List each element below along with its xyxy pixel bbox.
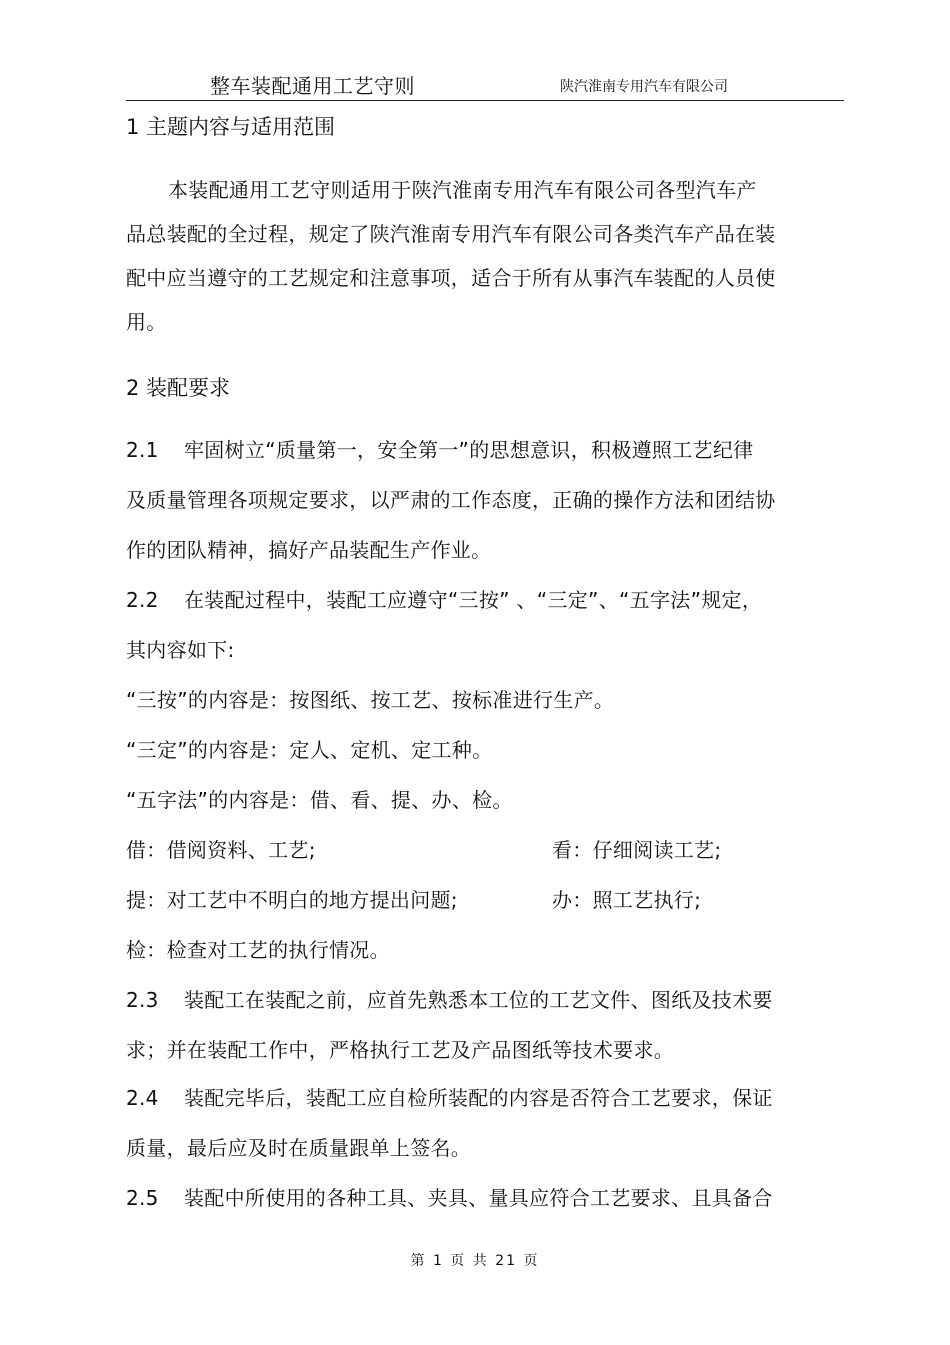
item-2-1-line: 作的团队精神，搞好产品装配生产作业。 xyxy=(126,538,492,562)
item-2-3-line: 求；并在装配工作中，严格执行工艺及产品图纸等技术要求。 xyxy=(126,1038,675,1062)
header-divider xyxy=(126,100,844,101)
item-2-5-first-line xyxy=(126,1182,773,1211)
item-2-2-line: “三按”的内容是：按图纸、按工艺、按标准进行生产。 xyxy=(126,688,615,712)
company-name: 陕汽淮南专用汽车有限公司 xyxy=(560,79,728,95)
page-number: 第 1 页 共 21 页 xyxy=(410,1253,540,1269)
item-text: 装配工在装配之前，应首先熟悉本工位的工艺文件、图纸及技术要 xyxy=(184,988,773,1012)
item-text: 在装配过程中，装配工应遵守“三按” 、“三定”、“五字法”规定， xyxy=(184,588,763,612)
item-2-4-line: 质量，最后应及时在质量跟单上签名。 xyxy=(126,1136,472,1160)
section-2-heading: 2 装配要求 xyxy=(126,376,231,400)
section-1-line: 用。 xyxy=(126,310,167,334)
five-char-entry-jian: 检：检查对工艺的执行情况。 xyxy=(126,938,390,962)
item-2-3-first-line xyxy=(126,984,773,1013)
item-text: 装配完毕后，装配工应自检所装配的内容是否符合工艺要求，保证 xyxy=(184,1086,773,1110)
section-1-line: 配中应当遵守的工艺规定和注意事项，适合于所有从事汽车装配的人员使 xyxy=(126,266,776,290)
five-char-entry-ti: 提：对工艺中不明白的地方提出问题; xyxy=(126,888,458,912)
item-text: 装配中所使用的各种工具、夹具、量具应符合工艺要求、且具备合 xyxy=(184,1186,773,1210)
item-number: 2.5 xyxy=(126,1186,159,1210)
item-2-2-first-line xyxy=(126,584,762,613)
item-2-4-first-line xyxy=(126,1082,773,1111)
item-number: 2.3 xyxy=(126,988,159,1012)
item-number: 2.4 xyxy=(126,1086,159,1110)
item-2-2-line: “五字法”的内容是：借、看、提、办、检。 xyxy=(126,788,513,812)
five-char-entry-kan: 看：仔细阅读工艺; xyxy=(552,838,722,862)
section-1-line: 本装配通用工艺守则适用于陕汽淮南专用汽车有限公司各型汽车产 xyxy=(168,178,757,202)
item-text: 牢固树立“质量第一，安全第一”的思想意识，积极遵照工艺纪律 xyxy=(184,438,754,462)
five-char-entry-jie: 借：借阅资料、工艺; xyxy=(126,838,316,862)
five-char-entry-ban: 办：照工艺执行; xyxy=(552,888,702,912)
document-title: 整车装配通用工艺守则 xyxy=(210,74,415,98)
item-2-1-first-line xyxy=(126,434,753,463)
item-2-1-line: 及质量管理各项规定要求，以严肃的工作态度，正确的操作方法和团结协 xyxy=(126,488,776,512)
item-number: 2.2 xyxy=(126,588,159,612)
item-2-2-line: 其内容如下: xyxy=(126,638,235,662)
section-1-heading: 1 主题内容与适用范围 xyxy=(126,115,336,139)
item-2-2-line: “三定”的内容是：定人、定机、定工种。 xyxy=(126,738,493,762)
section-1-line: 品总装配的全过程，规定了陕汽淮南专用汽车有限公司各类汽车产品在装 xyxy=(126,222,776,246)
item-number: 2.1 xyxy=(126,438,159,462)
